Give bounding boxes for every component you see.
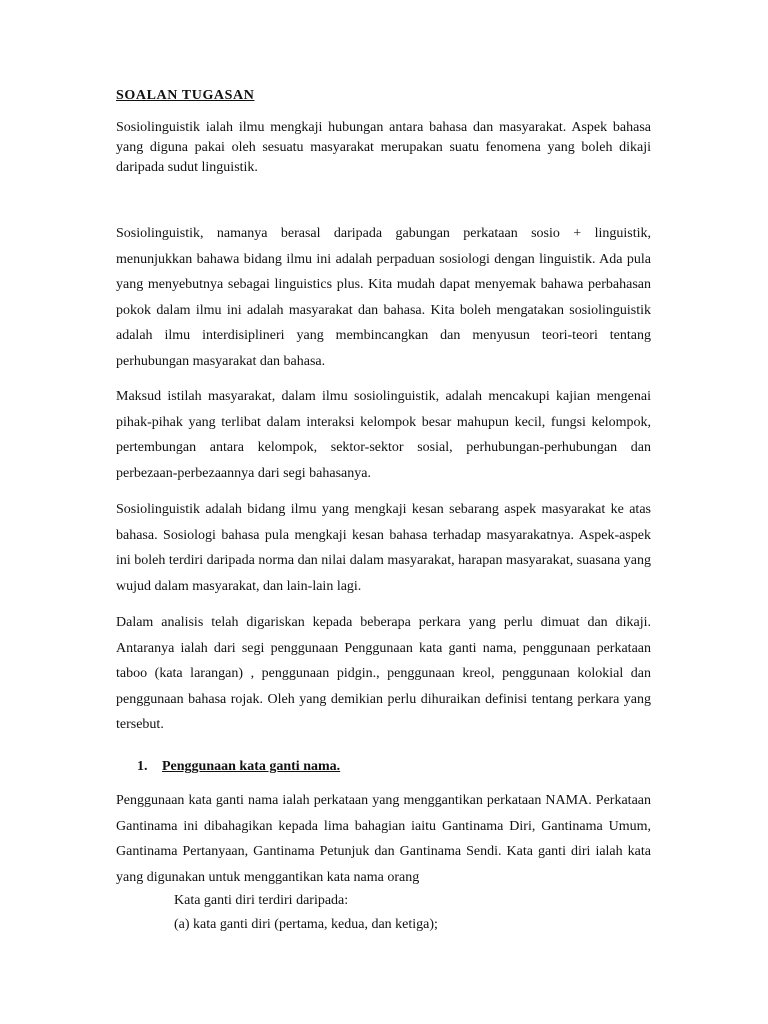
paragraph-masyarakat: Maksud istilah masyarakat, dalam ilmu sosiolinguistik, adalah mencakupi kajian mengenai pihak-pihak yang terlibat dalam interaksi kelompok besar mahupun kecil, fungsi kelompok, pertembungan antara kelompok, sektor-sektor sosial, perhubungan-perhubungan dan perbezaan-perbezaannya dari segi bahasanya.	[116, 389, 651, 481]
paragraph-analisis: Dalam analisis telah digariskan kepada beberapa perkara yang perlu dimuat dan dikaji. Antaranya ialah dari segi penggunaan Penggunaan kata ganti nama, penggunaan perkataan taboo (kata larangan) , penggunaan pidgin., penggunaan kreol, penggunaan kolokial dan penggunaan bahasa rojak. Oleh yang demikian perlu dihuraikan definisi tentang perkara yang tersebut.	[116, 615, 651, 732]
section-heading-text: Penggunaan kata ganti nama.	[162, 759, 341, 774]
section-number: 1.	[137, 759, 148, 774]
indented-line: (a) kata ganti diri (pertama, kedua, dan ketiga);	[174, 917, 438, 932]
paragraph-kesan: Sosiolinguistik adalah bidang ilmu yang mengkaji kesan sebarang aspek masyarakat ke atas bahasa. Sosiologi bahasa pula mengkaji kesan bahasa terhadap masyarakatnya. Aspek-aspek ini boleh terdiri daripada norma dan nilai dalam masyarakat, harapan masyarakat, suasana yang wujud dalam masyarakat, dan lain-lain lagi.	[116, 502, 651, 594]
paragraph-definition: Sosiolinguistik, namanya berasal daripada gabungan perkataan sosio + linguistik, menunjukkan bahawa bidang ilmu ini adalah perpaduan sosiologi dengan linguistik. Ada pula yang menyebutnya sebagai linguistics plus. Kita mudah dapat menyemak bahawa perbahasan pokok dalam ilmu ini adalah masyarakat dan bahasa. Kita boleh mengatakan sosiolinguistik adalah ilmu interdisiplineri yang membincangkan dan menyusun teori-teori tentang perhubungan masyarakat dan bahasa.	[116, 226, 651, 369]
section-paragraph: Penggunaan kata ganti nama ialah perkataan yang menggantikan perkataan NAMA. Perkataan Gantinama ini dibahagikan kepada lima bahagian iaitu Gantinama Diri, Gantinama Umum, Gantinama Pertanyaan, Gantinama Petunjuk dan Gantinama Sendi. Kata ganti diri ialah kata yang digunakan untuk menggantikan kata nama orang	[116, 793, 651, 885]
indented-line: Kata ganti diri terdiri daripada:	[174, 893, 349, 908]
document-title: SOALAN TUGASAN	[116, 88, 255, 103]
intro-paragraph: Sosiolinguistik ialah ilmu mengkaji hubungan antara bahasa dan masyarakat. Aspek bahasa yang diguna pakai oleh sesuatu masyarakat merupakan suatu fenomena yang boleh dikaji daripada sudut linguistik.	[116, 120, 651, 175]
section-heading	[137, 759, 340, 775]
